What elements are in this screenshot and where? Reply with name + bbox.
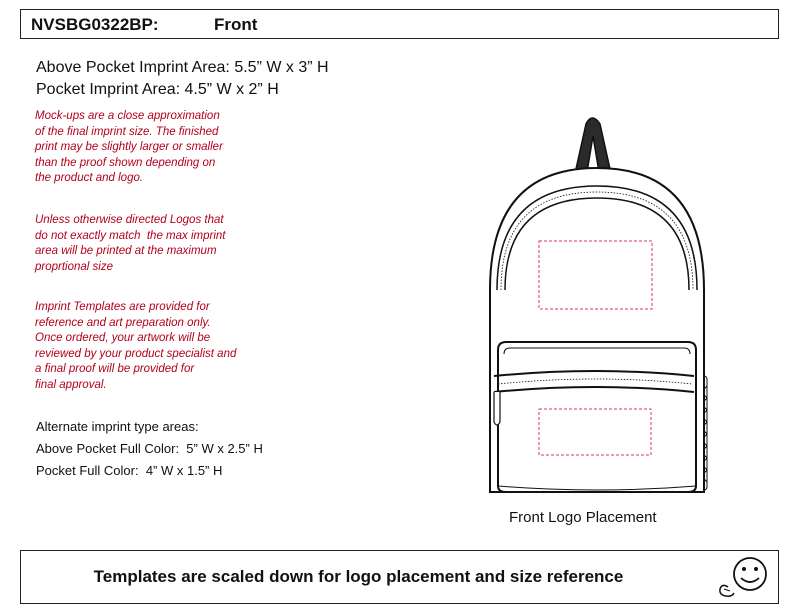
front-pocket: [498, 342, 696, 492]
alternate-pocket: Pocket Full Color: 4” W x 1.5” H: [36, 463, 223, 478]
illustration-caption: Front Logo Placement: [509, 509, 657, 526]
note-line: final approval.: [35, 378, 107, 391]
note-line: do not exactly match the max imprint: [35, 229, 226, 242]
note-line: than the proof shown depending on: [35, 156, 216, 169]
templates-note: [35, 300, 236, 393]
mockup-note: [35, 109, 223, 187]
note-line: Imprint Templates are provided for: [35, 301, 210, 313]
note-line: the product and logo.: [35, 172, 144, 184]
alternate-imprint-areas: [36, 416, 263, 482]
note-line: of the final imprint size. The finished: [35, 125, 219, 138]
logos-note: [35, 213, 225, 275]
note-line: proprtional size: [35, 260, 113, 273]
note-line: reference and art preparation only.: [35, 316, 211, 329]
view-label: Front: [214, 15, 258, 34]
footer-box: [20, 550, 779, 604]
note-line: Mock-ups are a close approximation: [35, 110, 220, 122]
footer-text: Templates are scaled down for logo placement and size reference: [93, 567, 624, 586]
backpack-illustration: [482, 110, 712, 502]
note-line: Once ordered, your artwork will be: [35, 332, 211, 344]
product-code: NVSBG0322BP:: [31, 15, 159, 34]
note-line: print may be slightly larger or smaller: [35, 141, 223, 153]
header-box: [20, 9, 779, 39]
pocket-imprint-area: Pocket Imprint Area: 4.5” W x 2” H: [36, 81, 279, 98]
note-line: reviewed by your product specialist and: [35, 347, 237, 360]
alternate-above-pocket: Above Pocket Full Color: 5” W x 2.5” H: [36, 441, 263, 456]
note-line: Unless otherwise directed Logos that: [35, 214, 224, 226]
note-line: area will be printed at the maximum: [35, 245, 217, 257]
note-line: a final proof will be provided for: [35, 363, 195, 375]
above-pocket-imprint-area: Above Pocket Imprint Area: 5.5” W x 3” H: [36, 59, 329, 76]
smiley-icon: [714, 553, 776, 599]
zipper-pull: [494, 392, 500, 425]
alternate-title: Alternate imprint type areas:: [36, 419, 199, 434]
